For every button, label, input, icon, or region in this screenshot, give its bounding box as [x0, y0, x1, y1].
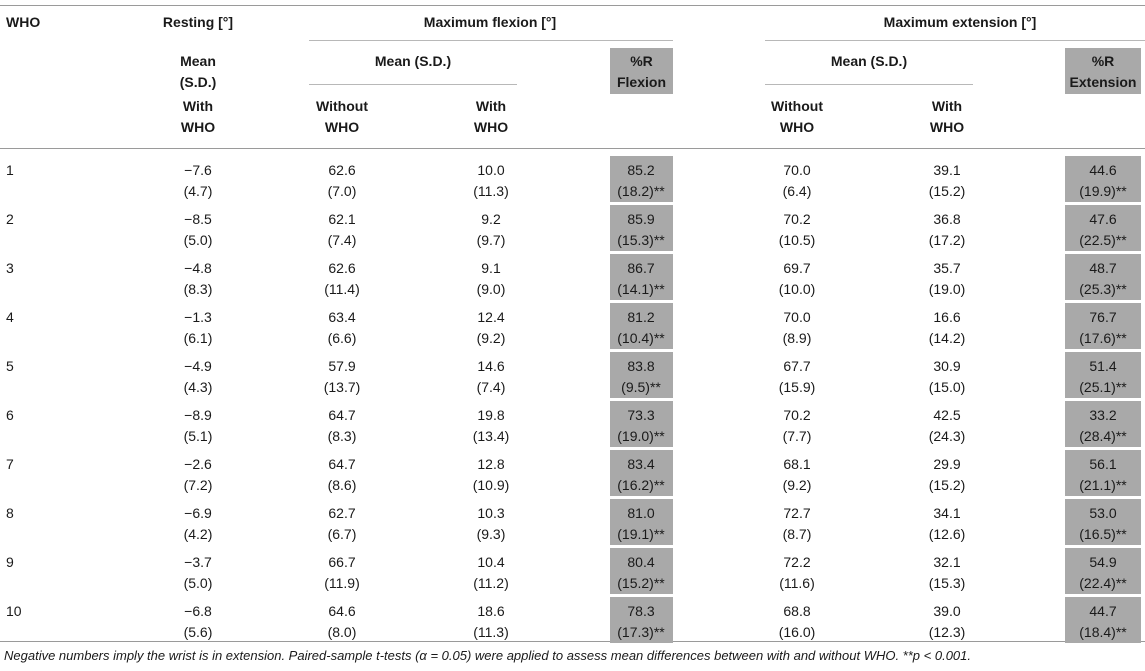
re-mean: 56.1	[1089, 456, 1117, 472]
flexion-without-who-line2: WHO	[324, 119, 360, 135]
re-sd: (18.4)**	[1079, 624, 1127, 640]
fwo-sd: (8.3)	[327, 428, 357, 444]
re-mean: 53.0	[1089, 505, 1117, 521]
fwo-mean: 64.7	[328, 456, 356, 472]
re-sd: (22.5)**	[1079, 232, 1127, 248]
row-who-number: 2	[6, 211, 14, 227]
fwo-sd: (8.0)	[327, 624, 357, 640]
ew-sd: (14.2)	[928, 330, 966, 346]
flexion-with-who-line2: WHO	[473, 119, 509, 135]
ewo-mean: 68.1	[783, 456, 811, 472]
ewo-mean: 70.2	[783, 211, 811, 227]
r-extension-header-line2: Extension	[1069, 74, 1137, 90]
rest-mean: −1.3	[184, 309, 212, 325]
ewo-sd: (8.9)	[782, 330, 812, 346]
re-sd: (17.6)**	[1079, 330, 1127, 346]
ew-sd: (19.0)	[928, 281, 966, 297]
rf-mean: 86.7	[627, 260, 655, 276]
re-sd: (22.4)**	[1079, 575, 1127, 591]
ewo-mean: 68.8	[783, 603, 811, 619]
ew-mean: 32.1	[933, 554, 961, 570]
flexion-without-who-line1: Without	[316, 98, 368, 114]
row-who-number: 1	[6, 162, 14, 178]
ewo-mean: 72.2	[783, 554, 811, 570]
resting-sub-mean: Mean	[180, 53, 216, 69]
fw-mean: 9.2	[481, 211, 501, 227]
fwo-sd: (8.6)	[327, 477, 357, 493]
ewo-sd: (10.5)	[778, 232, 816, 248]
ewo-mean: 70.2	[783, 407, 811, 423]
re-sd: (16.5)**	[1079, 526, 1127, 542]
ewo-sd: (11.6)	[779, 575, 815, 591]
re-sd: (25.3)**	[1079, 281, 1127, 297]
ewo-sd: (8.7)	[782, 526, 812, 542]
row-who-number: 9	[6, 554, 14, 570]
extension-group-rule	[765, 40, 1145, 41]
rest-mean: −8.9	[184, 407, 212, 423]
rf-mean: 83.8	[627, 358, 655, 374]
header-who: WHO	[6, 14, 41, 30]
re-mean: 51.4	[1089, 358, 1117, 374]
ew-sd: (24.3)	[928, 428, 966, 444]
row-who-number: 8	[6, 505, 14, 521]
ew-sd: (15.0)	[928, 379, 966, 395]
ew-sd: (12.6)	[928, 526, 966, 542]
fw-sd: (10.9)	[472, 477, 510, 493]
fw-mean: 14.6	[477, 358, 505, 374]
rf-sd: (14.1)**	[617, 281, 665, 297]
ew-sd: (17.2)	[928, 232, 966, 248]
fwo-mean: 64.7	[328, 407, 356, 423]
fwo-mean: 63.4	[328, 309, 356, 325]
rest-sd: (5.6)	[183, 624, 213, 640]
ewo-sd: (7.7)	[782, 428, 812, 444]
extension-with-who-line1: With	[931, 98, 963, 114]
rf-mean: 80.4	[627, 554, 655, 570]
ew-sd: (15.3)	[928, 575, 966, 591]
rest-sd: (5.0)	[183, 232, 213, 248]
fw-sd: (9.2)	[476, 330, 506, 346]
re-mean: 44.6	[1089, 162, 1117, 178]
rest-sd: (5.1)	[183, 428, 213, 444]
fw-mean: 19.8	[477, 407, 505, 423]
fw-mean: 12.8	[477, 456, 505, 472]
ewo-sd: (10.0)	[778, 281, 816, 297]
ew-mean: 34.1	[933, 505, 961, 521]
fw-mean: 10.3	[477, 505, 505, 521]
fwo-mean: 57.9	[328, 358, 356, 374]
extension-mean-rule	[765, 84, 973, 85]
rest-mean: −4.9	[184, 358, 212, 374]
row-who-number: 5	[6, 358, 14, 374]
ew-mean: 39.1	[933, 162, 961, 178]
rest-sd: (5.0)	[183, 575, 213, 591]
rest-sd: (4.2)	[183, 526, 213, 542]
r-extension-header-line1: %R	[1091, 53, 1115, 69]
rf-sd: (19.1)**	[617, 526, 665, 542]
rf-mean: 85.9	[627, 211, 655, 227]
row-who-number: 4	[6, 309, 14, 325]
fwo-mean: 62.1	[328, 211, 356, 227]
fw-mean: 18.6	[477, 603, 505, 619]
rf-mean: 85.2	[627, 162, 655, 178]
fwo-mean: 62.6	[328, 162, 356, 178]
extension-with-who-line2: WHO	[929, 119, 965, 135]
rf-sd: (9.5)**	[621, 379, 661, 395]
ew-mean: 30.9	[933, 358, 961, 374]
rf-sd: (16.2)**	[617, 477, 665, 493]
re-mean: 48.7	[1089, 260, 1117, 276]
fw-mean: 10.0	[477, 162, 505, 178]
re-mean: 54.9	[1089, 554, 1117, 570]
fw-sd: (11.2)	[473, 575, 509, 591]
rest-sd: (6.1)	[183, 330, 213, 346]
fwo-sd: (7.0)	[327, 183, 357, 199]
fwo-mean: 62.6	[328, 260, 356, 276]
re-mean: 47.6	[1089, 211, 1117, 227]
extension-without-who-line1: Without	[771, 98, 823, 114]
resting-sub-who: WHO	[180, 119, 216, 135]
re-mean: 33.2	[1089, 407, 1117, 423]
fwo-sd: (11.9)	[324, 575, 360, 591]
ewo-mean: 72.7	[783, 505, 811, 521]
rest-mean: −8.5	[184, 211, 212, 227]
rest-mean: −6.9	[184, 505, 212, 521]
resting-sub-sd: (S.D.)	[179, 74, 217, 90]
ew-mean: 36.8	[933, 211, 961, 227]
rest-mean: −7.6	[184, 162, 212, 178]
flexion-mean-rule	[309, 84, 517, 85]
extension-mean-sd-header: Mean (S.D.)	[830, 53, 908, 69]
rest-mean: −6.8	[184, 603, 212, 619]
ew-mean: 29.9	[933, 456, 961, 472]
fw-sd: (11.3)	[473, 183, 509, 199]
rf-sd: (19.0)**	[617, 428, 665, 444]
header-max-extension: Maximum extension [°]	[883, 14, 1037, 30]
resting-sub-with: With	[182, 98, 214, 114]
fwo-sd: (6.7)	[327, 526, 357, 542]
re-sd: (21.1)**	[1079, 477, 1127, 493]
ewo-sd: (16.0)	[778, 624, 816, 640]
ew-mean: 35.7	[933, 260, 961, 276]
fw-sd: (9.3)	[476, 526, 506, 542]
extension-without-who-line2: WHO	[779, 119, 815, 135]
ew-mean: 39.0	[933, 603, 961, 619]
rest-sd: (4.3)	[183, 379, 213, 395]
rest-mean: −4.8	[184, 260, 212, 276]
rf-mean: 81.2	[627, 309, 655, 325]
re-sd: (19.9)**	[1079, 183, 1127, 199]
re-mean: 44.7	[1089, 603, 1117, 619]
fw-sd: (9.0)	[476, 281, 506, 297]
rf-sd: (10.4)**	[617, 330, 665, 346]
re-sd: (25.1)**	[1079, 379, 1127, 395]
flexion-group-rule	[309, 40, 673, 41]
flexion-with-who-line1: With	[475, 98, 507, 114]
rf-mean: 81.0	[627, 505, 655, 521]
fwo-sd: (11.4)	[324, 281, 360, 297]
re-sd: (28.4)**	[1079, 428, 1127, 444]
ewo-mean: 70.0	[783, 309, 811, 325]
fw-sd: (13.4)	[472, 428, 510, 444]
fwo-mean: 66.7	[328, 554, 356, 570]
rest-mean: −2.6	[184, 456, 212, 472]
ewo-mean: 67.7	[783, 358, 811, 374]
ewo-sd: (15.9)	[778, 379, 816, 395]
rf-mean: 78.3	[627, 603, 655, 619]
ewo-sd: (9.2)	[782, 477, 812, 493]
header-max-flexion: Maximum flexion [°]	[423, 14, 557, 30]
fw-sd: (11.3)	[473, 624, 509, 640]
ew-sd: (15.2)	[928, 477, 966, 493]
row-who-number: 3	[6, 260, 14, 276]
fw-mean: 9.1	[481, 260, 501, 276]
ew-sd: (12.3)	[928, 624, 966, 640]
r-flexion-header-line2: Flexion	[616, 74, 666, 90]
row-who-number: 10	[6, 603, 22, 619]
r-flexion-header-line1: %R	[630, 53, 653, 69]
rf-mean: 73.3	[627, 407, 655, 423]
ew-mean: 16.6	[933, 309, 961, 325]
ewo-sd: (6.4)	[782, 183, 812, 199]
fwo-mean: 64.6	[328, 603, 356, 619]
ewo-mean: 69.7	[783, 260, 811, 276]
fwo-sd: (6.6)	[327, 330, 357, 346]
rf-sd: (15.2)**	[617, 575, 665, 591]
table-top-rule	[0, 5, 1145, 6]
fw-sd: (7.4)	[476, 379, 506, 395]
rest-sd: (7.2)	[183, 477, 213, 493]
rest-sd: (4.7)	[183, 183, 213, 199]
table-footnote: Negative numbers imply the wrist is in extension. Paired-sample t-tests (α = 0.05) were applied to assess mean differences between with and without WHO. **p < 0.001.	[4, 648, 971, 663]
fw-sd: (9.7)	[476, 232, 506, 248]
rf-sd: (18.2)**	[617, 183, 665, 199]
re-mean: 76.7	[1089, 309, 1117, 325]
fw-mean: 10.4	[477, 554, 505, 570]
ew-mean: 42.5	[933, 407, 961, 423]
rf-mean: 83.4	[627, 456, 655, 472]
fwo-sd: (13.7)	[323, 379, 361, 395]
rf-sd: (17.3)**	[617, 624, 665, 640]
header-resting: Resting [°]	[162, 14, 234, 30]
fwo-mean: 62.7	[328, 505, 356, 521]
fw-mean: 12.4	[477, 309, 505, 325]
rest-mean: −3.7	[184, 554, 212, 570]
flexion-mean-sd-header: Mean (S.D.)	[374, 53, 452, 69]
rest-sd: (8.3)	[183, 281, 213, 297]
ew-sd: (15.2)	[928, 183, 966, 199]
row-who-number: 7	[6, 456, 14, 472]
header-bottom-rule	[0, 148, 1145, 149]
row-who-number: 6	[6, 407, 14, 423]
ewo-mean: 70.0	[783, 162, 811, 178]
fwo-sd: (7.4)	[327, 232, 357, 248]
rf-sd: (15.3)**	[617, 232, 665, 248]
